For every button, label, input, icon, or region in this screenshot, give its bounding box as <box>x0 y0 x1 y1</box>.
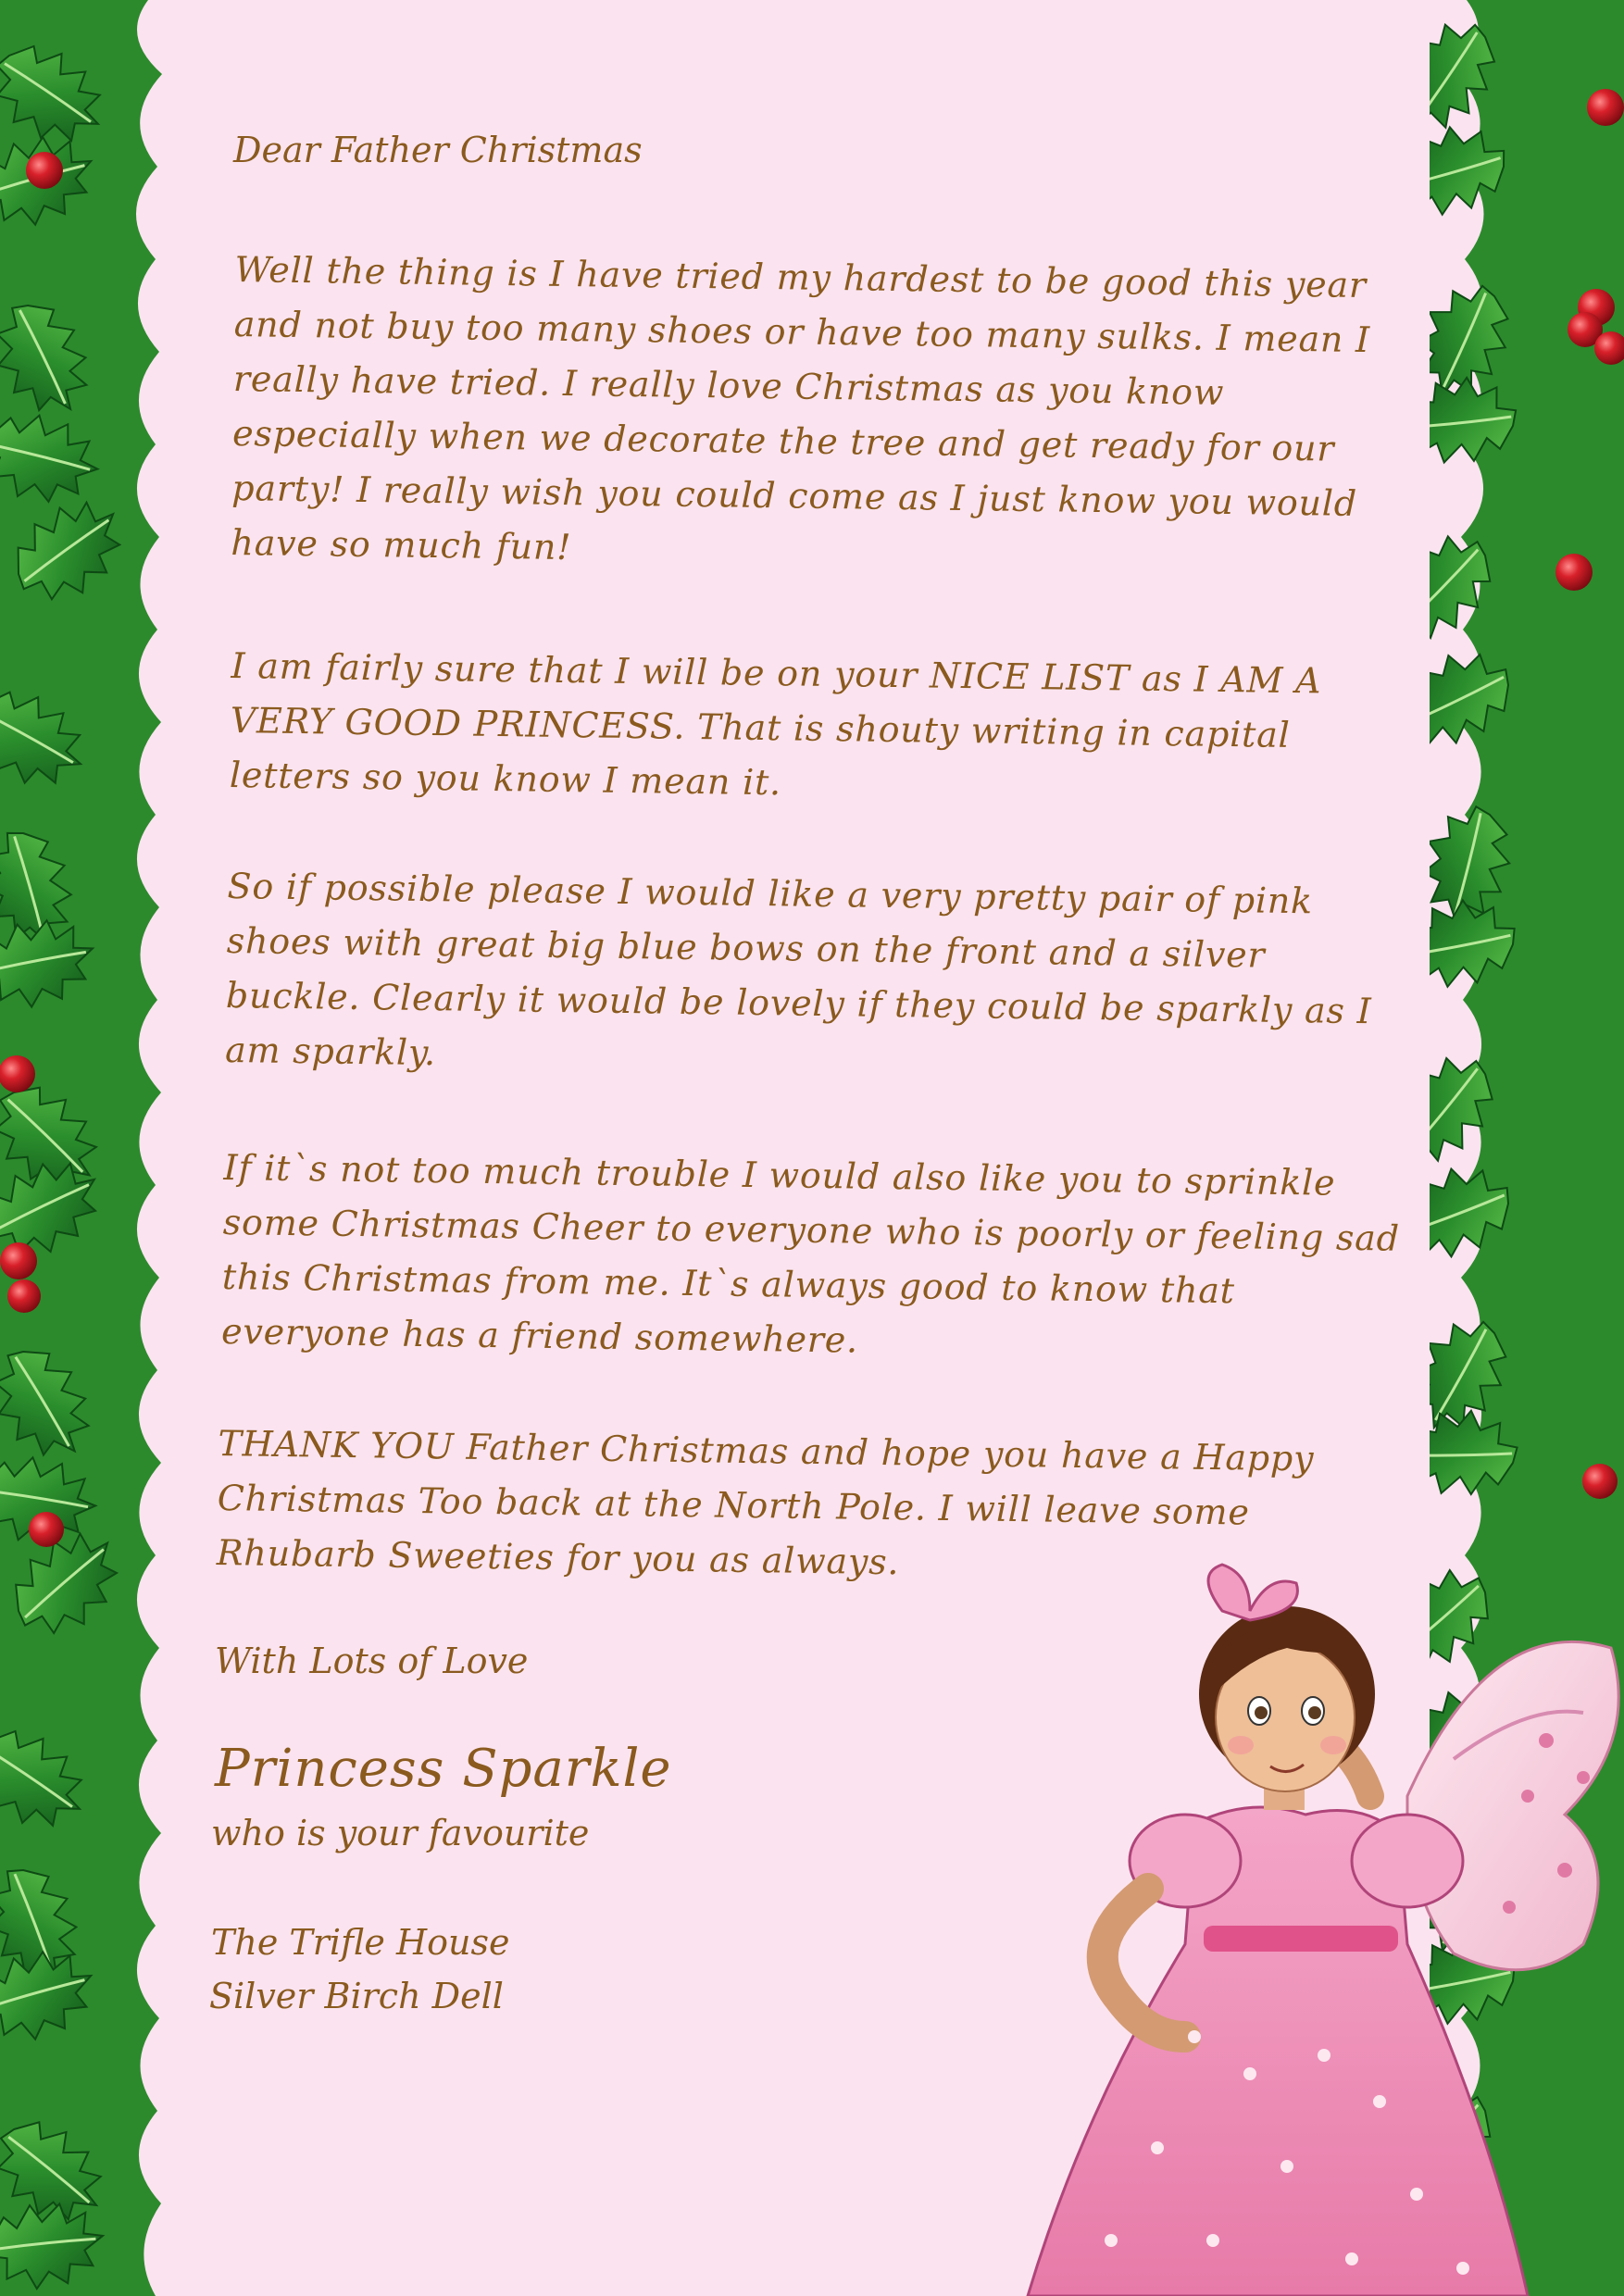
letter-signature: Princess Sparkle <box>215 1739 672 1799</box>
signature-note: who is your favourite <box>211 1813 590 1853</box>
address-line-2: Silver Birch Dell <box>209 1976 504 2016</box>
letter-greeting: Dear Father Christmas <box>233 130 643 170</box>
holly-border-left-icon <box>0 0 194 2296</box>
letter-paragraph-3: So if possible please I would like a very pretty pair of pink shoes with great big blue bows on the front and a silver buckle. Clearly it would be lovely if they could be sparkly as I am sparkly. <box>224 865 1372 1074</box>
letter-closing: With Lots of Love <box>215 1641 529 1681</box>
address-line-1: The Trifle House <box>211 1922 510 1963</box>
letter-paragraph-2: I am fairly sure that I will be on your NICE LIST as I AM A VERY GOOD PRINCESS. That is shouty writing in capital letters so you know I mean it. <box>229 644 1322 804</box>
letter-paragraph-1: Well the thing is I have tried my hardest to be good this year and not buy too many shoes or have too many sulks. I mean I really have tried. I really love Christmas as you know especially when we decorate the tree and get ready for our party! I really wish you could come as I just know you would have so much fun! <box>231 248 1371 568</box>
fairy-princess-illustration-icon <box>972 1555 1624 2296</box>
letter-paragraph-4: If it`s not too much trouble I would also like you to sprinkle some Christmas Cheer to everyone who is poorly or feeling sad this Christmas from me. It`s always good to know that everyone has a friend somewhere. <box>220 1146 1401 1361</box>
letter-paragraph-5: THANK YOU Father Christmas and hope you have a Happy Christmas Too back at the North Pole. I will leave some Rhubarb Sweeties for you as always. <box>216 1422 1315 1583</box>
